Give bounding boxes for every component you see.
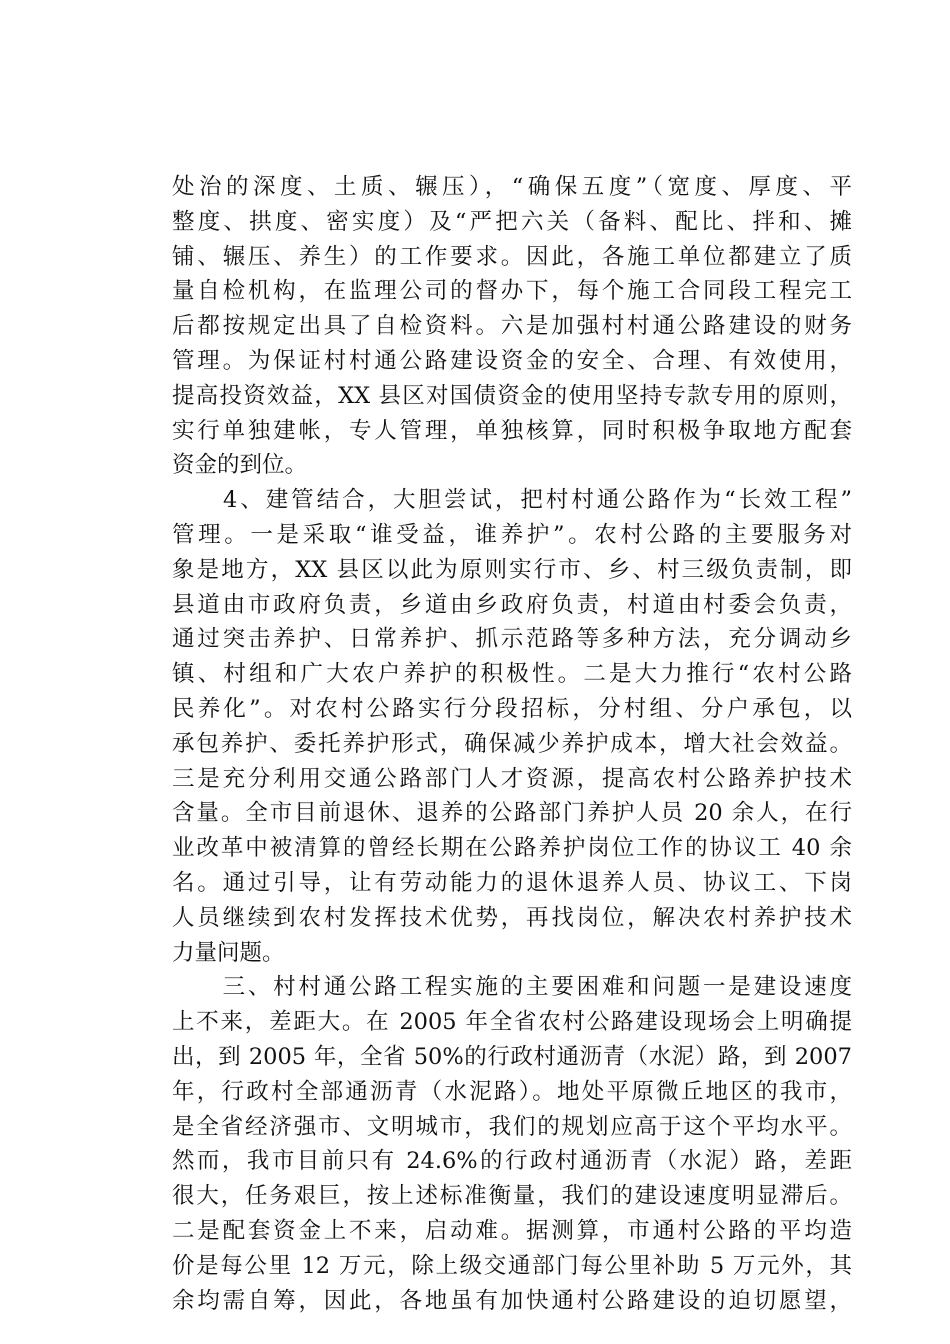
text-line: 处治的深度、土质、辗压），“确保五度”（宽度、厚度、平 <box>172 174 852 200</box>
text-line: 后都按规定出具了自检资料。六是加强村村通公路建设的财务 <box>172 313 852 340</box>
text-line: 年，行政村全部通沥青（水泥路）。地处平原微丘地区的我市， <box>172 1078 852 1105</box>
text-line: 名。通过引导，让有劳动能力的退休退养人员、协议工、下岗 <box>172 869 852 896</box>
text-line: 出，到 2005 年，全省 50%的行政村通沥青（水泥）路，到 2007 <box>172 1043 852 1070</box>
text-line: 含量。全市目前退休、退养的公路部门养护人员 20 余人，在行 <box>172 800 852 827</box>
text-line: 余均需自筹，因此，各地虽有加快通村公路建设的迫切愿望， <box>172 1287 852 1314</box>
text-line: 管理。一是采取“谁受益，谁养护”。农村公路的主要服务对 <box>172 521 852 548</box>
text-line: 通过突击养护、日常养护、抓示范路等多种方法，充分调动乡 <box>172 626 852 653</box>
text-line: 然而，我市目前只有 24.6%的行政村通沥青（水泥）路，差距 <box>172 1148 852 1175</box>
text-line: 二是配套资金上不来，启动难。据测算，市通村公路的平均造 <box>172 1217 852 1244</box>
text-line: 上不来，差距大。在 2005 年全省农村公路建设现场会上明确提 <box>172 1009 852 1036</box>
text-line: 县道由市政府负责，乡道由乡政府负责，村道由村委会负责， <box>172 591 852 618</box>
text-line: 力量问题。 <box>172 939 285 966</box>
text-line: 提高投资效益，XX 县区对国债资金的使用坚持专款专用的原则， <box>172 382 852 409</box>
text-line: 业改革中被清算的曾经长期在公路养护岗位工作的协议工 40 余 <box>172 835 852 862</box>
text-line: 镇、村组和广大农户养护的积极性。二是大力推行“农村公路 <box>172 661 852 688</box>
text-line: 实行单独建帐，专人管理，单独核算，同时积极争取地方配套 <box>172 417 852 444</box>
text-line: 承包养护、委托养护形式，确保减少养护成本，增大社会效益。 <box>172 730 852 757</box>
text-line: 资金的到位。 <box>172 452 308 479</box>
text-line: 铺、辗压、养生）的工作要求。因此，各施工单位都建立了质 <box>172 243 852 270</box>
text-line: 价是每公里 12 万元，除上级交通部门每公里补助 5 万元外，其 <box>172 1252 852 1279</box>
text-line: 人员继续到农村发挥技术优势，再找岗位，解决农村养护技术 <box>172 904 852 931</box>
text-line: 象是地方，XX 县区以此为原则实行市、乡、村三级负责制，即 <box>172 556 852 583</box>
text-line: 是全省经济强市、文明城市，我们的规划应高于这个平均水平。 <box>172 1113 852 1140</box>
text-line: 量自检机构，在监理公司的督办下，每个施工合同段工程完工 <box>172 278 852 305</box>
text-line: 很大，任务艰巨，按上述标准衡量，我们的建设速度明显滞后。 <box>172 1183 852 1210</box>
text-line: 民养化”。对农村公路实行分段招标，分村组、分户承包，以 <box>172 695 852 722</box>
text-line: 三是充分利用交通公路部门人才资源，提高农村公路养护技术 <box>172 765 852 792</box>
body-text <box>172 170 852 1318</box>
paragraph-start-line: 三、村村通公路工程实施的主要困难和问题一是建设速度 <box>172 974 852 1001</box>
text-line: 管理。为保证村村通公路建设资金的安全、合理、有效使用， <box>172 347 852 374</box>
text-line: 整度、拱度、密实度）及“严把六关（备料、配比、拌和、摊 <box>172 208 852 235</box>
paragraph-start-line: 4、建管结合，大胆尝试，把村村通公路作为“长效工程” <box>172 487 852 514</box>
